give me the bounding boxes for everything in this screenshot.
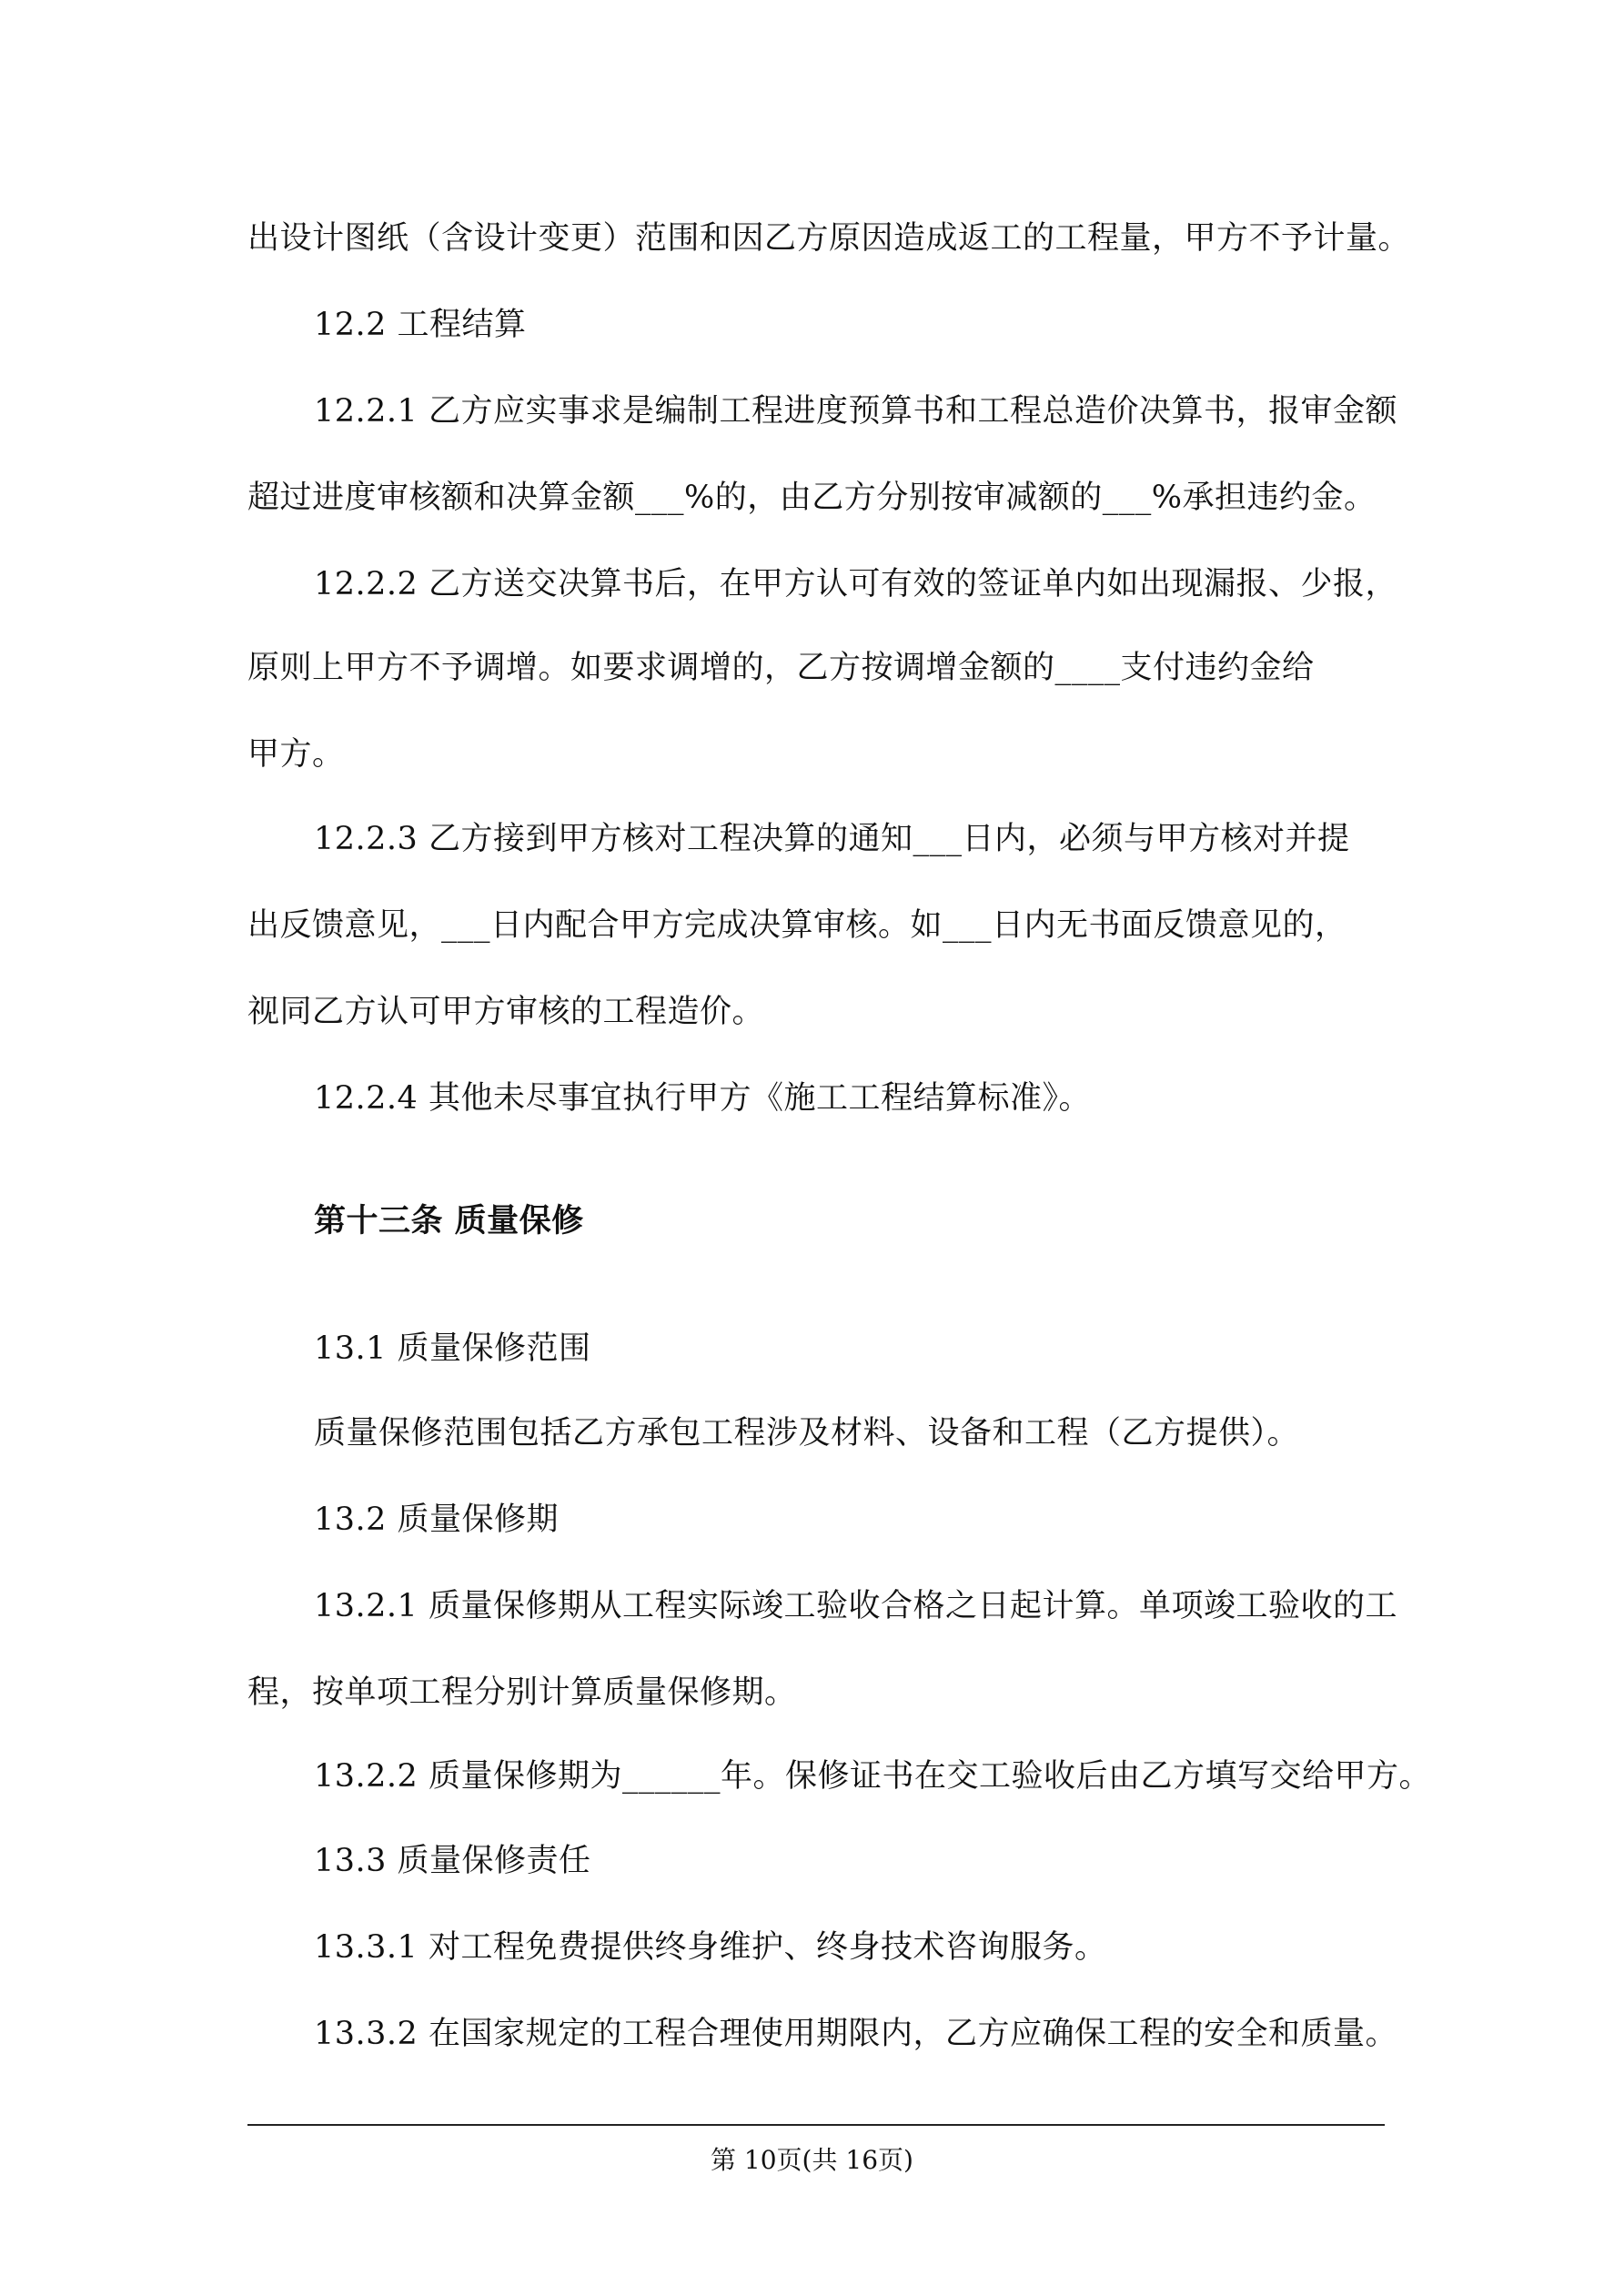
paragraph-line: 出反馈意见，___日内配合甲方完成决算审核。如___日内无书面反馈意见的，	[247, 907, 1347, 944]
footer-divider	[247, 2124, 1385, 2126]
paragraph-line: 出设计图纸（含设计变更）范围和因乙方原因造成返工的工程量，甲方不予计量。	[247, 220, 1411, 257]
paragraph-line: 视同乙方认可甲方审核的工程造价。	[247, 994, 765, 1030]
paragraph-line: 13.3.2 在国家规定的工程合理使用期限内，乙方应确保工程的安全和质量。	[314, 2016, 1397, 2052]
paragraph-line: 程，按单项工程分别计算质量保修期。	[247, 1674, 797, 1711]
section-heading: 12.2 工程结算	[314, 307, 527, 343]
paragraph-line: 甲方。	[247, 736, 345, 773]
paragraph-line: 12.2.1 乙方应实事求是编制工程进度预算书和工程总造价决算书，报审金额	[314, 393, 1397, 430]
paragraph-line: 12.2.2 乙方送交决算书后，在甲方认可有效的签证单内如出现漏报、少报，	[314, 566, 1397, 602]
section-heading: 13.1 质量保修范围	[314, 1330, 591, 1367]
paragraph-line: 12.2.3 乙方接到甲方核对工程决算的通知___日内，必须与甲方核对并提	[314, 821, 1350, 857]
paragraph-line: 13.2.2 质量保修期为______年。保修证书在交工验收后由乙方填写交给甲方。	[314, 1758, 1431, 1795]
page-number: 第 10页(共 16页)	[711, 2145, 913, 2175]
paragraph-line: 质量保修范围包括乙方承包工程涉及材料、设备和工程（乙方提供）。	[314, 1415, 1300, 1451]
article-heading: 第十三条 质量保修	[314, 1202, 584, 1239]
section-heading: 13.2 质量保修期	[314, 1502, 560, 1538]
paragraph-line: 12.2.4 其他未尽事宜执行甲方《施工工程结算标准》。	[314, 1080, 1091, 1117]
paragraph-line: 13.2.1 质量保修期从工程实际竣工验收合格之日起计算。单项竣工验收的工	[314, 1588, 1397, 1624]
paragraph-line: 原则上甲方不予调增。如要求调增的，乙方按调增金额的____支付违约金给	[247, 650, 1315, 686]
section-heading: 13.3 质量保修责任	[314, 1843, 591, 1879]
paragraph-line: 超过进度审核额和决算金额___%的，由乙方分别按审减额的___%承担违约金。	[247, 480, 1377, 516]
paragraph-line: 13.3.1 对工程免费提供终身维护、终身技术咨询服务。	[314, 1929, 1107, 1966]
